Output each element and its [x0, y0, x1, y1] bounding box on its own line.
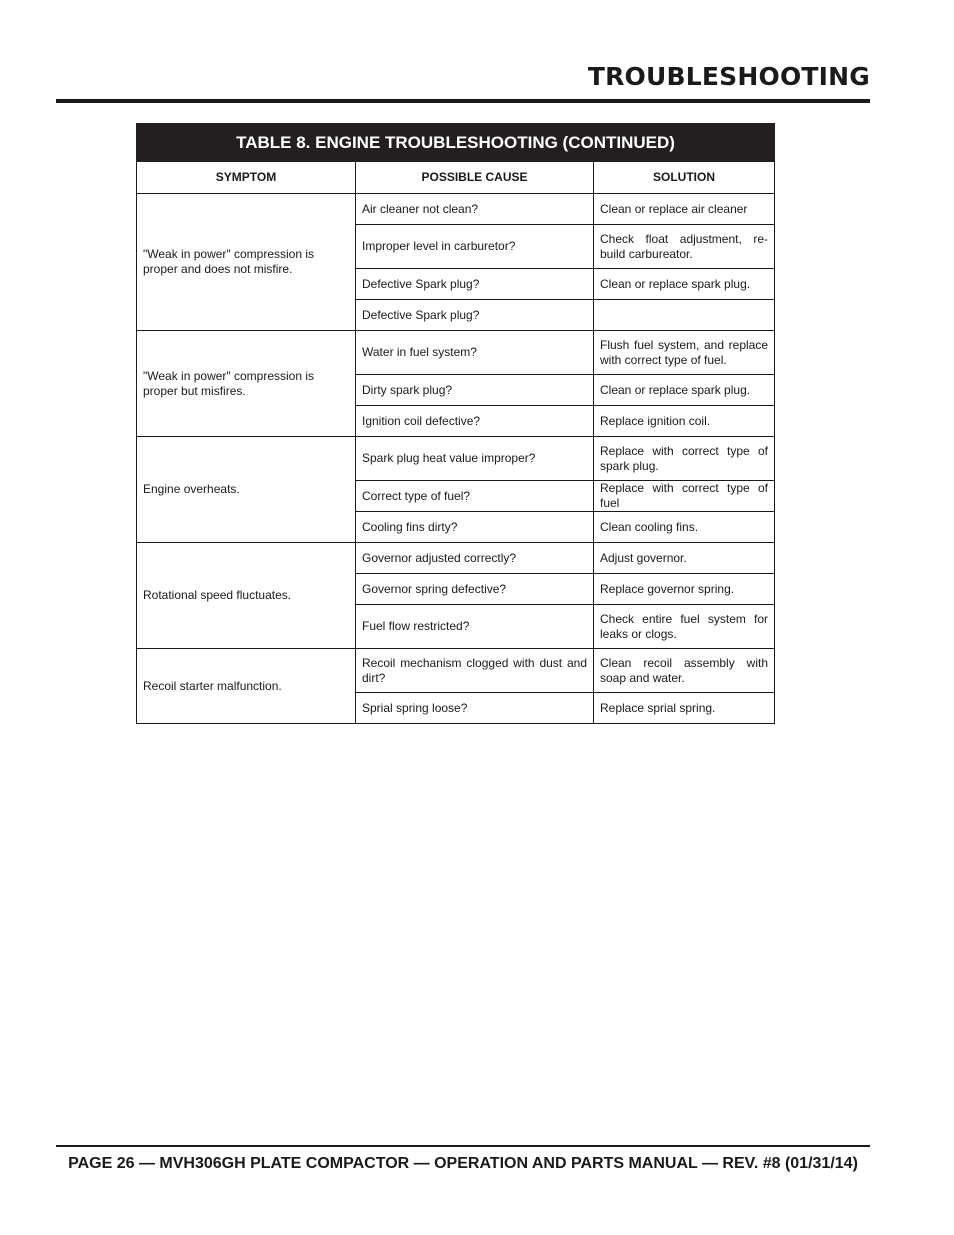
table-row	[137, 543, 775, 574]
solution-cell: Check entire fuel system for leaks or clogs.	[594, 605, 775, 649]
table-caption: TABLE 8. ENGINE TROUBLESHOOTING (CONTINUED)	[137, 124, 775, 162]
cause-cell: Fuel flow restricted?	[356, 605, 594, 649]
solution-cell: Replace ignition coil.	[594, 406, 775, 437]
cause-cell: Governor spring defective?	[356, 574, 594, 605]
solution-cell: Replace governor spring.	[594, 574, 775, 605]
cause-cell: Dirty spark plug?	[356, 375, 594, 406]
cause-cell: Ignition coil defective?	[356, 406, 594, 437]
cause-cell: Defective Spark plug?	[356, 269, 594, 300]
symptom-cell: Recoil starter malfunction.	[137, 649, 356, 724]
symptom-cell: Engine overheats.	[137, 437, 356, 543]
symptom-cell: Rotational speed fluctuates.	[137, 543, 356, 649]
solution-cell: Clean or replace air cleaner	[594, 194, 775, 225]
cause-cell: Defective Spark plug?	[356, 300, 594, 331]
solution-cell: Clean recoil assembly with soap and water.	[594, 649, 775, 693]
cause-cell: Sprial spring loose?	[356, 693, 594, 724]
engine-troubleshooting-table	[136, 123, 775, 724]
cause-cell: Spark plug heat value improper?	[356, 437, 594, 481]
cause-cell: Governor adjusted correctly?	[356, 543, 594, 574]
cause-cell: Water in fuel system?	[356, 331, 594, 375]
cause-cell: Air cleaner not clean?	[356, 194, 594, 225]
cause-cell: Correct type of fuel?	[356, 481, 594, 512]
cause-cell: Cooling fins dirty?	[356, 512, 594, 543]
solution-cell: Check float adjustment, re-build carbureator.	[594, 225, 775, 269]
solution-cell	[594, 300, 775, 331]
table-caption-row	[137, 124, 775, 162]
symptom-cell: "Weak in power" compression is proper but misfires.	[137, 331, 356, 437]
column-header-possible-cause: POSSIBLE CAUSE	[356, 162, 594, 194]
solution-cell: Replace with correct type of spark plug.	[594, 437, 775, 481]
page-footer: PAGE 26 — MVH306GH PLATE COMPACTOR — OPERATION AND PARTS MANUAL — REV. #8 (01/31/14)	[68, 1155, 858, 1172]
table-row	[137, 194, 775, 225]
table-row	[137, 649, 775, 693]
solution-cell: Clean or replace spark plug.	[594, 375, 775, 406]
page-title: TROUBLESHOOTING	[587, 62, 870, 91]
table-header-row	[137, 162, 775, 194]
solution-cell: Replace with correct type of fuel	[594, 481, 775, 512]
solution-cell: Replace sprial spring.	[594, 693, 775, 724]
table-row	[137, 437, 775, 481]
solution-cell: Flush fuel system, and replace with correct type of fuel.	[594, 331, 775, 375]
title-divider	[56, 99, 870, 103]
column-header-solution: SOLUTION	[594, 162, 775, 194]
cause-cell: Improper level in carburetor?	[356, 225, 594, 269]
column-header-symptom: SYMPTOM	[137, 162, 356, 194]
troubleshooting-table-container	[136, 123, 774, 724]
solution-cell: Clean or replace spark plug.	[594, 269, 775, 300]
footer-divider	[56, 1145, 870, 1147]
solution-cell: Clean cooling fins.	[594, 512, 775, 543]
table-row	[137, 331, 775, 375]
solution-cell: Adjust governor.	[594, 543, 775, 574]
cause-cell: Recoil mechanism clogged with dust and dirt?	[356, 649, 594, 693]
symptom-cell: "Weak in power" compression is proper and does not misfire.	[137, 194, 356, 331]
